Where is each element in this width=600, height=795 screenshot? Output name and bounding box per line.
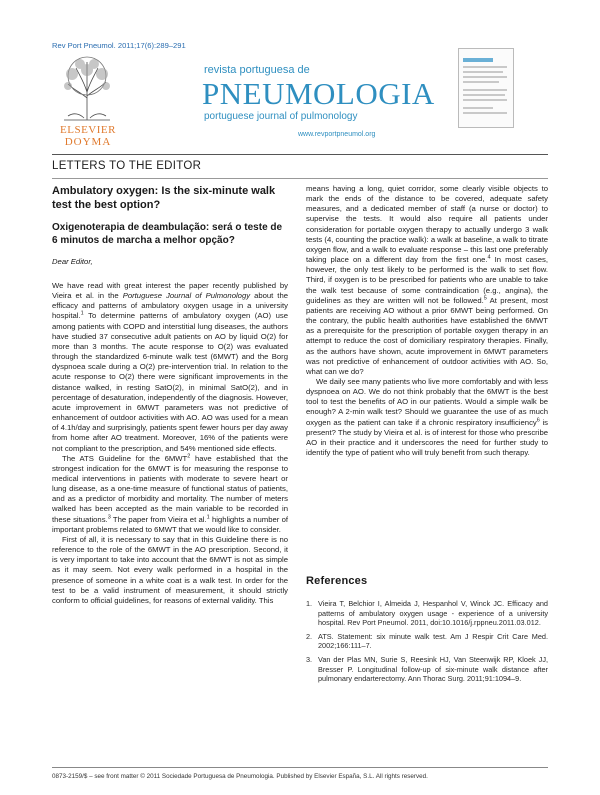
section-divider [52, 178, 548, 179]
salutation: Dear Editor, [52, 257, 93, 266]
publisher-name: ELSEVIER [60, 124, 116, 136]
reference-item[interactable]: 3. Van der Plas MN, Surie S, Reesink HJ, Van Steenwijk RP, Kloek JJ, Bresser P. Longitudinal follow-up of six-minute walk distance after pulmonary endarterectomy. Ann Thorac Surg. 2011;91:1094–9. [306, 654, 548, 684]
body-right-column [306, 184, 548, 458]
reference-item[interactable]: 1. Vieira T, Belchior I, Almeida J, Hespanhol V, Winck JC. Efficacy and patterns of ambulatory oxygen usage - experience of a university hospital. Rev Port Pneumol. 2011, doi:10.1016/j.rppneu.2011.03.012. [306, 599, 548, 628]
body-left-column [52, 281, 288, 606]
journal-cover-thumbnail [458, 48, 514, 128]
reference-item[interactable]: 2. ATS. Statement: six minute walk test. Am J Respir Crit Care Med. 2002;166:111–7. [306, 631, 548, 651]
header-divider [52, 154, 548, 155]
footer-divider [52, 767, 548, 768]
elsevier-tree-icon [58, 54, 116, 122]
paragraph-4: means having a long, quiet corridor, some clearly visible objects to mark the ends of the distance to be covered, adequate safety measures, and a dedicated member of staff (a nurse or doctor) to supervise the tests. It would also require all patients under consideration for portable oxygen therapy to actually undergo 3 walk tests (4, counting the practice walk): a walk at baseline, a walk to titrate oxygen flow, and a walk to evaluate response – this last one preferably taking place on a different day from the first one.$^4$ In most cases, however, the only test likely to be performed is the walk to set flow. Third, if oxygen is to be prescribed for patients who are unable to take the walk test because of some contraindication (e.g., angina), the guidelines as they are written will not be followed.$^5$ At present, most patients are receiving AO without a prior 6MWT being performed. On the contrary, the public health authorities have established the 6MWT as a prerequisite for the prescription of portable oxygen therapy in an attempt to reduce the cost of domiciliary respiratory therapies. Finally, as the authors have shown, acute improvement in 6MWT parameters was not predictive of enhancement of outdoor activities with AO. So, what can we do? [306, 184, 548, 376]
journal-citation[interactable]: Rev Port Pneumol. 2011;17(6):289–291 [52, 41, 186, 50]
copyright-footer: 0873-2159/$ – see front matter © 2011 Sociedade Portuguesa de Pneumologia. Published by Elsevier España, S.L. All rights reserved. [52, 773, 428, 780]
paragraph-2: The ATS Guideline for the 6MWT$^2$ have established that the strongest indication for the 6MWT is for measuring the response to medical interventions in patients with moderate to severe heart or lung disease, as a one-time measure of functional status of patients, and as a predictor of morbidity and mortality. The number of meters walked has been accepted as the main variable to be recorded in these situations.$^3$ The paper from Vieira et al.$^1$ highlights a number of important problems related to 6MWT that we would like to consider. [52, 453, 288, 534]
journal-subtitle: portuguese journal of pulmonology [204, 111, 358, 122]
journal-url[interactable]: www.revportpneumol.org [298, 131, 376, 138]
references-heading: References [306, 575, 368, 587]
paragraph-5: We daily see many patients who live more comfortably and with less dyspnoea on AO. We do not think probably that the 6MWT is the best tool to test the benefits of AO in our patients. Would a simple walk be enough? A 2-min walk test? Should we guarantee the use of as much oxygen as the patient can take if a chronic respiratory insufficiency$^6$ is present? The study by Vieira et al. is of interest for those who prescribe AO in their practice and it underscores the need for further study to identify the type of patient who will truly benefit from such therapy. [306, 376, 548, 458]
references-list [306, 599, 548, 688]
article-title: Ambulatory oxygen: Is the six-minute walk test the best option? [52, 185, 276, 211]
journal-title: PNEUMOLOGIA [202, 76, 435, 111]
paragraph-1: We have read with great interest the paper recently published by Vieira et al. in the Portuguese Journal of Pulmonology about the efficacy and patterns of ambulatory oxygen usage in a university hospital.$^1$ To determine patterns of ambulatory oxygen (AO) use among patients with COPD and interstitial lung diseases, the authors have studied 37 consecutive adult patients on AO by liquid O(2) for more than 3 months. The acute response to O(2) was evaluated through the standardized 6-minute walk test (6MWT) and the Borg dyspnoea scale during a O(2) pre-intervention trial. In relation to the acute response to O(2) there were significant improvements in the distance walked, in resting SatO(2), in minimal SatO(2), and in percentage of desaturation, independently of the diagnosis. However, acute improvement in 6MWT parameters was not predictive of enhancement of outdoor activities with AO. AO was used for a mean of 4.1h/day and surprisingly, patients spent fewer hours per day away from home after AO treatment. Moreover, 16% of the patients were not compliant to the prescription, and 54% mentioned side effects. [52, 281, 288, 453]
article-title-pt: Oxigenoterapia de deambulação: será o teste de 6 minutos de marcha a melhor opção? [52, 222, 283, 246]
publisher-name-2: DOYMA [64, 136, 112, 148]
journal-pre-title: revista portuguesa de [204, 64, 310, 76]
section-heading: LETTERS TO THE EDITOR [52, 160, 202, 172]
paragraph-3: First of all, it is necessary to say that in this Guideline there is no reference to the role of the 6MWT in the AO prescription. Second, it is very important to take into account that the 6MWT is not as simple as it may seem. Not every walk performed in a hospital in the presence of someone in a white coat is a walk test. In order for the test to be a valid instrument of measurement, it should strictly conform to official guidelines, for reasons of external validity. This [52, 534, 288, 605]
